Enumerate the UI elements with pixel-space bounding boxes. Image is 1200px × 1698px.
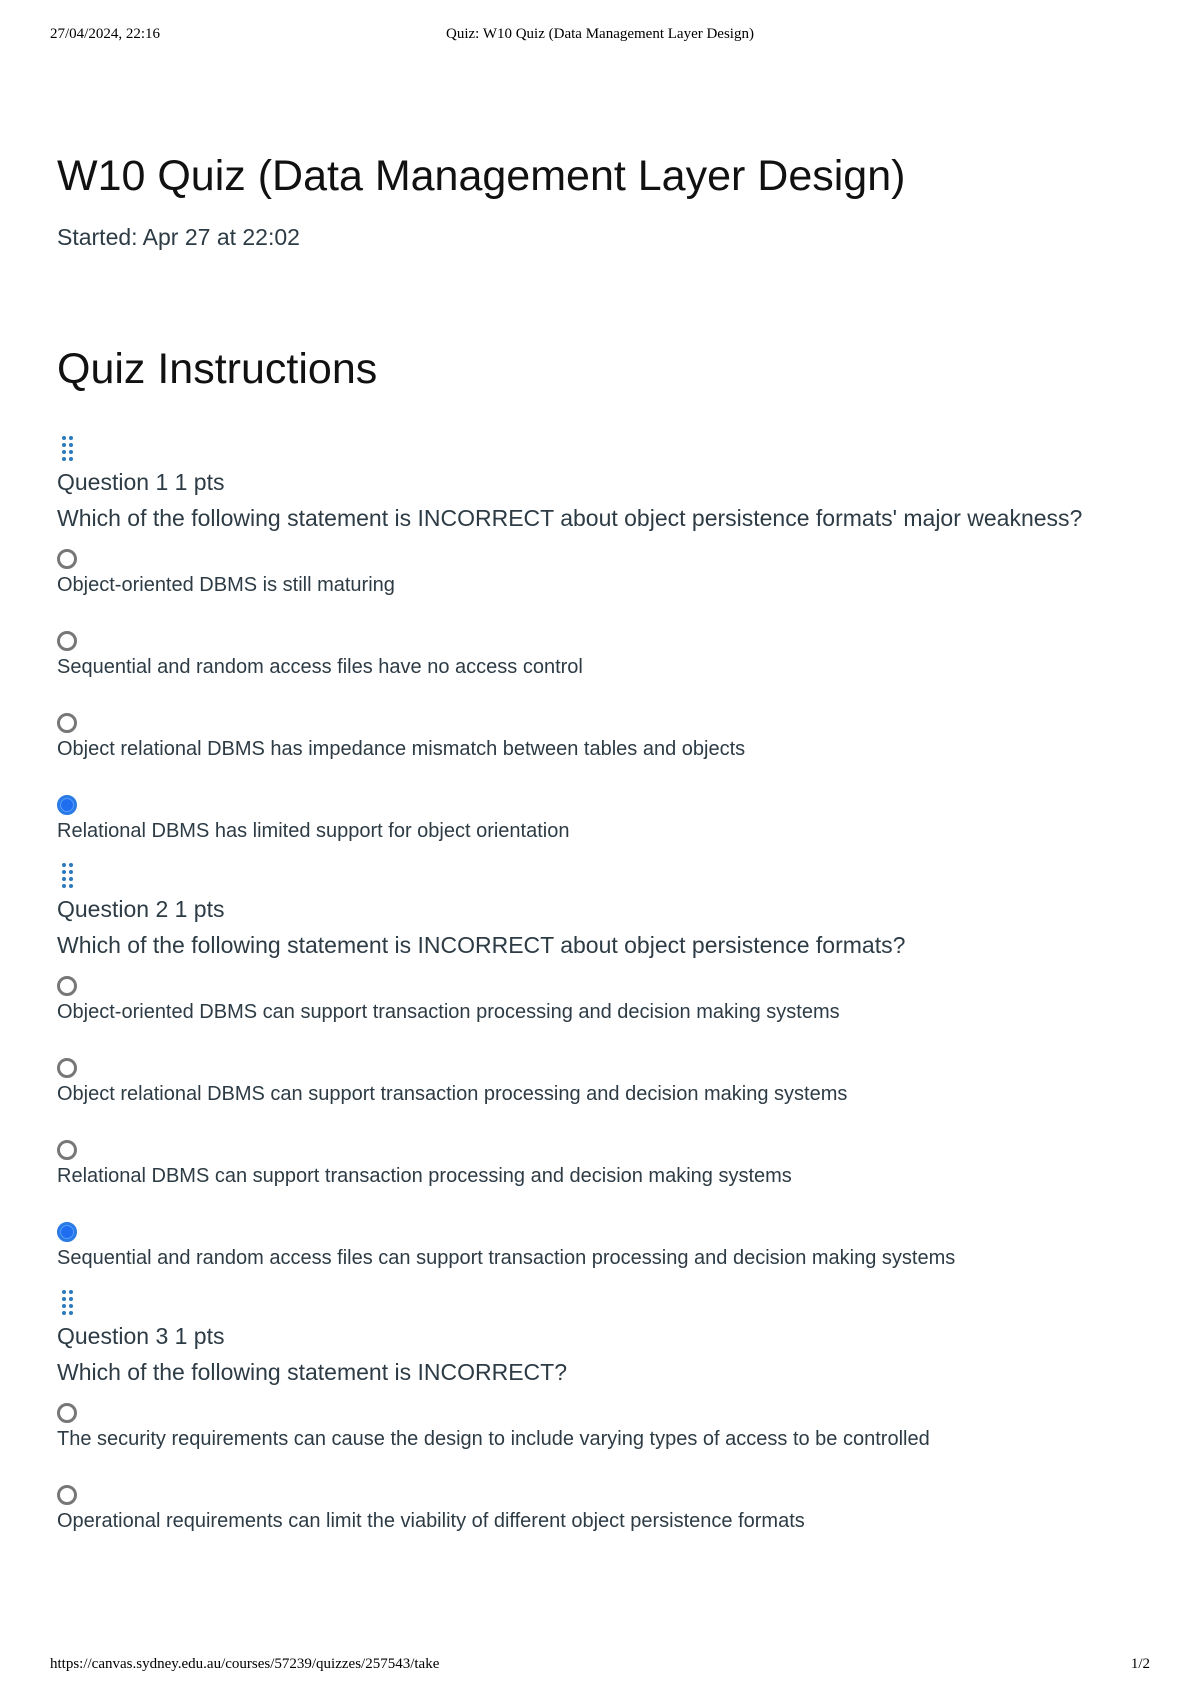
radio-button-selected[interactable] — [57, 1222, 77, 1242]
print-footer — [50, 1656, 1150, 1680]
radio-button[interactable] — [57, 976, 77, 996]
quiz-title: W10 Quiz (Data Management Layer Design) — [57, 152, 906, 200]
question-1 — [57, 435, 1157, 844]
drag-handle-icon[interactable] — [61, 862, 75, 888]
answer-option[interactable] — [57, 795, 1157, 844]
print-header — [50, 26, 1150, 50]
answer-option[interactable] — [57, 1403, 1157, 1452]
answer-option[interactable] — [57, 713, 1157, 762]
answer-label: Object relational DBMS has impedance mismatch between tables and objects — [57, 738, 746, 760]
radio-button-selected[interactable] — [57, 795, 77, 815]
print-date: 27/04/2024, 22:16 — [50, 26, 161, 42]
answer-label: Object-oriented DBMS is still maturing — [57, 574, 395, 596]
print-url: https://canvas.sydney.edu.au/courses/57239/quizzes/257543/take — [50, 1656, 440, 1672]
radio-button[interactable] — [57, 1140, 77, 1160]
question-text: Which of the following statement is INCORRECT? — [57, 1359, 568, 1385]
answer-option[interactable] — [57, 1140, 1157, 1189]
answer-option[interactable] — [57, 1485, 1157, 1534]
drag-handle-icon[interactable] — [61, 435, 75, 461]
radio-button[interactable] — [57, 1058, 77, 1078]
question-2 — [57, 862, 1157, 1271]
print-page-title: Quiz: W10 Quiz (Data Management Layer Design) — [446, 26, 754, 42]
question-text: Which of the following statement is INCORRECT about object persistence formats? — [57, 932, 906, 958]
radio-button[interactable] — [57, 713, 77, 733]
answer-label: Object relational DBMS can support transaction processing and decision making systems — [57, 1083, 848, 1105]
answer-label: Relational DBMS can support transaction processing and decision making systems — [57, 1165, 792, 1187]
answer-label: Sequential and random access files have no access control — [57, 656, 583, 678]
answer-option[interactable] — [57, 1222, 1157, 1271]
answer-label: Operational requirements can limit the viability of different object persistence formats — [57, 1510, 805, 1532]
radio-button[interactable] — [57, 1485, 77, 1505]
drag-handle-icon[interactable] — [61, 1289, 75, 1315]
question-header: Question 1 1 pts — [57, 469, 225, 495]
answer-option[interactable] — [57, 549, 1157, 598]
question-header: Question 2 1 pts — [57, 896, 225, 922]
answer-option[interactable] — [57, 1058, 1157, 1107]
print-page-number: 1/2 — [1130, 1656, 1150, 1672]
question-3 — [57, 1289, 1157, 1534]
radio-button[interactable] — [57, 549, 77, 569]
radio-button[interactable] — [57, 1403, 77, 1423]
answer-label: Object-oriented DBMS can support transaction processing and decision making systems — [57, 1001, 840, 1023]
quiz-started-time: Started: Apr 27 at 22:02 — [57, 224, 300, 250]
answer-label: Sequential and random access files can support transaction processing and decision making systems — [57, 1247, 956, 1269]
answer-label: The security requirements can cause the design to include varying types of access to be controlled — [57, 1428, 930, 1450]
quiz-content — [57, 150, 1157, 1534]
answer-option[interactable] — [57, 631, 1157, 680]
answer-label: Relational DBMS has limited support for object orientation — [57, 820, 570, 842]
question-header: Question 3 1 pts — [57, 1323, 225, 1349]
answer-option[interactable] — [57, 976, 1157, 1025]
radio-button[interactable] — [57, 631, 77, 651]
question-text: Which of the following statement is INCORRECT about object persistence formats' major weakness? — [57, 505, 1083, 531]
quiz-instructions-heading: Quiz Instructions — [57, 345, 378, 393]
